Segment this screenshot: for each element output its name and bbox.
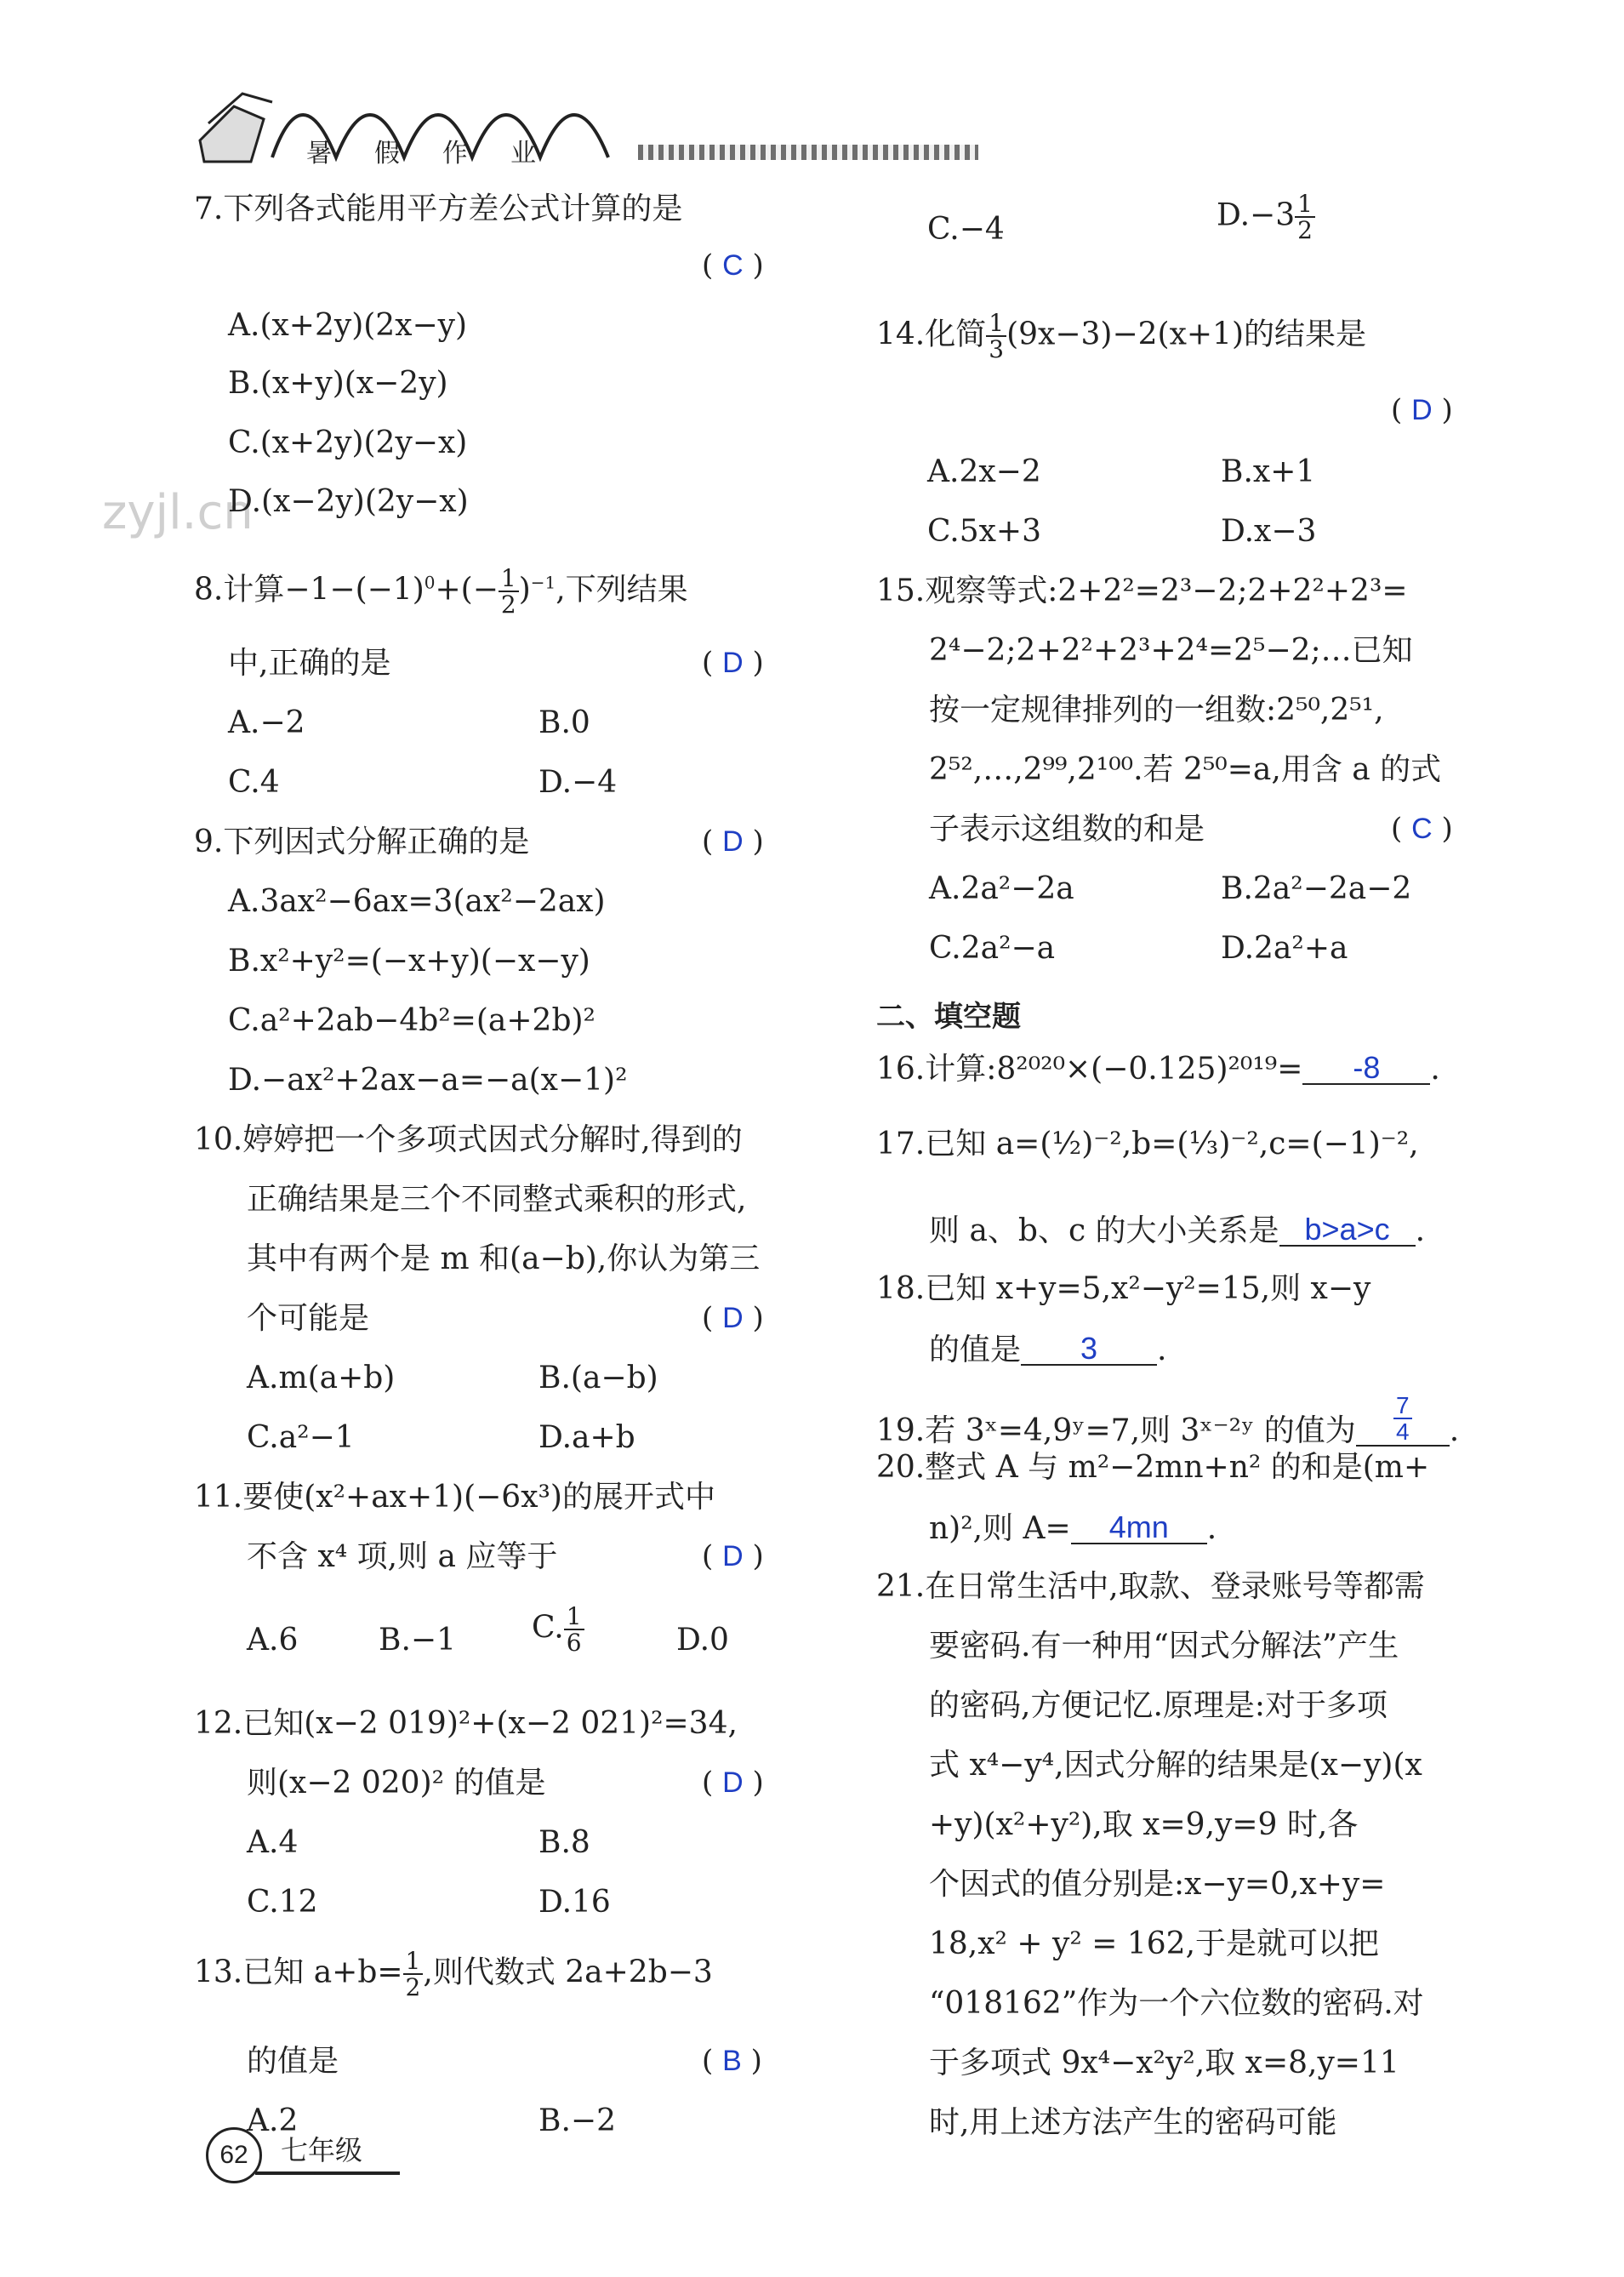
- q7-answer-paren: ( C ): [702, 248, 764, 282]
- q10-line1: 10.婷婷把一个多项式因式分解时,得到的: [194, 1122, 743, 1157]
- q21-line9: 于多项式 9x⁴−x²y²,取 x=8,y=11: [929, 2046, 1399, 2080]
- section-fill-in-heading: 二、填空题: [876, 1000, 1021, 1034]
- watermark: zyjl.cn: [102, 485, 254, 540]
- q21-line6: 个因式的值分别是:x−y=0,x+y=: [929, 1867, 1386, 1902]
- q10-answer: D: [722, 1302, 744, 1334]
- q9-answer: D: [722, 825, 744, 858]
- q10-line3: 其中有两个是 m 和(a−b),你认为第三: [247, 1241, 761, 1276]
- q15-answer: C: [1411, 813, 1433, 845]
- q8-sup-neg1: −1: [530, 572, 556, 593]
- q8-stem-d: ,下列结果: [556, 572, 688, 608]
- q9-option-a: A.3ax²−6ax=3(ax²−2ax): [228, 884, 606, 919]
- header-char-2: 假: [374, 139, 400, 168]
- q7-stem: 7.下列各式能用平方差公式计算的是: [194, 191, 683, 226]
- q8-option-b: B.0: [538, 705, 590, 740]
- q9-option-b: B.x²+y²=(−x+y)(−x−y): [228, 944, 590, 979]
- q12-option-a: A.4: [247, 1825, 299, 1860]
- q17-answer-blank: b>a>c: [1279, 1214, 1416, 1247]
- q12-answer: D: [722, 1766, 744, 1799]
- q11-option-d: D.0: [676, 1623, 729, 1658]
- q7-option-b: B.(x+y)(x−2y): [228, 366, 448, 401]
- q14-line1: 14.化简 $\frac{1}{3}$ (9x−3)−2(x+1)的结果是: [876, 309, 1366, 364]
- header-char-3: 作: [442, 139, 468, 168]
- q21-line2: 要密码.有一种用“因式分解法”产生: [929, 1629, 1399, 1664]
- q7-option-a: A.(x+2y)(2x−y): [228, 308, 468, 343]
- q11-answer: D: [722, 1540, 744, 1572]
- q14-option-c: C.5x+3: [927, 514, 1041, 549]
- q15-line5: 子表示这组数的和是: [929, 812, 1205, 847]
- q12-line1: 12.已知(x−2 019)²+(x−2 021)²=34,: [194, 1706, 738, 1741]
- page-number: 62: [206, 2127, 262, 2183]
- q7-option-d: D.(x−2y)(2y−x): [228, 484, 469, 519]
- q8-fraction: $\frac{1}{2}$: [499, 566, 519, 618]
- q21-line8: “018162”作为一个六位数的密码.对: [929, 1986, 1424, 2021]
- q15-option-d: D.2a²+a: [1221, 931, 1348, 966]
- q8-stem: [194, 566, 688, 618]
- q18-line1: 18.已知 x+y=5,x²−y²=15,则 x−y: [876, 1271, 1371, 1306]
- q13-option-a: A.2: [247, 2103, 299, 2138]
- q11-option-b: B.−1: [379, 1623, 456, 1658]
- q7-answer: C: [722, 249, 744, 282]
- q15-line1: 15.观察等式:2+2²=2³−2;2+2²+2³=: [876, 574, 1408, 608]
- q17-line1: 17.已知 a=(½)⁻²,b=(⅓)⁻²,c=(−1)⁻²,: [876, 1127, 1419, 1161]
- header-decoration: [191, 81, 668, 174]
- q10-option-a: A.m(a+b): [247, 1361, 396, 1395]
- q18-line2: 的值是 3 .: [929, 1331, 1167, 1367]
- q9-option-c: C.a²+2ab−4b²=(a+2b)²: [228, 1003, 595, 1038]
- q12-option-d: D.16: [538, 1885, 611, 1920]
- q15-line4: 2⁵²,…,2⁹⁹,2¹⁰⁰.若 2⁵⁰=a,用含 a 的式: [929, 752, 1442, 787]
- q12-answer-paren: ( D ): [702, 1766, 764, 1800]
- q8-option-a: A.−2: [228, 705, 305, 740]
- header-char-4: 业: [510, 139, 536, 168]
- notebook-pen-icon: [200, 106, 264, 162]
- q19-line: 19.若 3ˣ=4,9ʸ=7,则 3ˣ⁻²ʸ 的值为 $\frac{7}{4}$ .: [876, 1392, 1460, 1448]
- q9-stem: 9.下列因式分解正确的是: [194, 825, 530, 859]
- q18-answer-blank: 3: [1021, 1333, 1157, 1366]
- q8-stem-c: ): [518, 572, 531, 608]
- q14-option-b: B.x+1: [1221, 454, 1316, 489]
- q10-answer-paren: ( D ): [702, 1301, 764, 1335]
- q20-line2: n)²,则 A= 4mn .: [929, 1509, 1217, 1546]
- q14-option-a: A.2x−2: [927, 454, 1041, 489]
- q7-option-c: C.(x+2y)(2y−x): [228, 425, 468, 460]
- q8-stem-b: +(−: [435, 572, 499, 608]
- q17-line2: 则 a、b、c 的大小关系是 b>a>c .: [929, 1212, 1426, 1248]
- q13-d-fraction: $\frac{1}{2}$: [1295, 191, 1315, 243]
- q8-option-c: C.4: [228, 765, 280, 800]
- q10-line4: 个可能是: [247, 1301, 370, 1336]
- q15-line3: 按一定规律排列的一组数:2⁵⁰,2⁵¹,: [929, 693, 1384, 728]
- q10-line2: 正确结果是三个不同整式乘积的形式,: [247, 1182, 747, 1217]
- q13-option-b: B.−2: [538, 2103, 616, 2138]
- q21-line1: 21.在日常生活中,取款、登录账号等都需: [876, 1569, 1425, 1604]
- q11-line1: 11.要使(x²+ax+1)(−6x³)的展开式中: [194, 1480, 715, 1515]
- header-stripe-bar: [638, 145, 978, 160]
- q13-answer-paren: ( B ): [702, 2044, 762, 2078]
- q12-line2: 则(x−2 020)² 的值是: [247, 1766, 546, 1800]
- grade-label: 七年级: [281, 2134, 363, 2166]
- q21-line5: +y)(x²+y²),取 x=9,y=9 时,各: [929, 1807, 1359, 1842]
- q15-option-a: A.2a²−2a: [929, 871, 1074, 906]
- q8-line2: 中,正确的是: [228, 646, 391, 681]
- q15-option-c: C.2a²−a: [929, 931, 1056, 966]
- q13-answer: B: [722, 2045, 742, 2077]
- q21-line7: 18,x² + y² = 162,于是就可以把: [929, 1926, 1380, 1961]
- q10-option-d: D.a+b: [538, 1420, 635, 1455]
- q11-option-a: A.6: [247, 1623, 299, 1658]
- q11-line2: 不含 x⁴ 项,则 a 应等于: [247, 1539, 558, 1574]
- q21-line4: 式 x⁴−y⁴,因式分解的结果是(x−y)(x: [929, 1748, 1422, 1783]
- q8-stem-a: 8.计算−1−(−1): [194, 572, 425, 608]
- q8-option-d: D.−4: [538, 765, 618, 800]
- q11-c-fraction: $\frac{1}{6}$: [564, 1604, 584, 1656]
- q11-option-c: C. $\frac{1}{6}$: [532, 1604, 584, 1656]
- q16-answer-blank: -8: [1302, 1053, 1430, 1085]
- q19-answer-fraction: $\frac{7}{4}$: [1393, 1393, 1412, 1445]
- q9-option-d: D.−ax²+2ax−a=−a(x−1)²: [228, 1063, 628, 1098]
- q8-sup-zero: 0: [424, 572, 436, 593]
- q10-option-b: B.(a−b): [538, 1361, 658, 1395]
- q14-fraction: $\frac{1}{3}$: [986, 311, 1006, 362]
- q15-answer-paren: ( C ): [1391, 812, 1453, 846]
- q13-fraction: $\frac{1}{2}$: [403, 1949, 424, 2000]
- q15-line2: 2⁴−2;2+2²+2³+2⁴=2⁵−2;…已知: [929, 633, 1413, 668]
- q8-answer: D: [722, 647, 744, 679]
- q21-line3: 的密码,方便记忆.原理是:对于多项: [929, 1688, 1388, 1723]
- q20-answer-blank: 4mn: [1071, 1512, 1207, 1544]
- q20-line1: 20.整式 A 与 m²−2mn+n² 的和是(m+: [876, 1450, 1430, 1485]
- q14-answer-paren: ( D ): [1391, 393, 1453, 427]
- footer-rule: [255, 2171, 400, 2175]
- header-char-1: 暑: [306, 139, 332, 168]
- q9-answer-paren: ( D ): [702, 825, 764, 859]
- q13-option-d: D.−3 $\frac{1}{2}$: [1217, 191, 1315, 243]
- q19-answer-blank: [1356, 1393, 1450, 1447]
- q11-answer-paren: ( D ): [702, 1539, 764, 1573]
- q15-option-b: B.2a²−2a−2: [1221, 871, 1412, 906]
- q14-option-d: D.x−3: [1221, 514, 1317, 549]
- q16-line: 16.计算:8²⁰²⁰×(−0.125)²⁰¹⁹= -8 .: [876, 1050, 1440, 1087]
- q13-line1: 13.已知 a+b= $\frac{1}{2}$ ,则代数式 2a+2b−3: [194, 1947, 713, 2002]
- q14-answer: D: [1411, 394, 1433, 426]
- q8-answer-paren: ( D ): [702, 646, 764, 680]
- q13-option-c: C.−4: [927, 212, 1005, 247]
- q10-option-c: C.a²−1: [247, 1420, 355, 1455]
- q12-option-c: C.12: [247, 1885, 318, 1920]
- q12-option-b: B.8: [538, 1825, 590, 1860]
- q13-line2: 的值是: [247, 2044, 339, 2079]
- q21-line10: 时,用上述方法产生的密码可能: [929, 2105, 1337, 2140]
